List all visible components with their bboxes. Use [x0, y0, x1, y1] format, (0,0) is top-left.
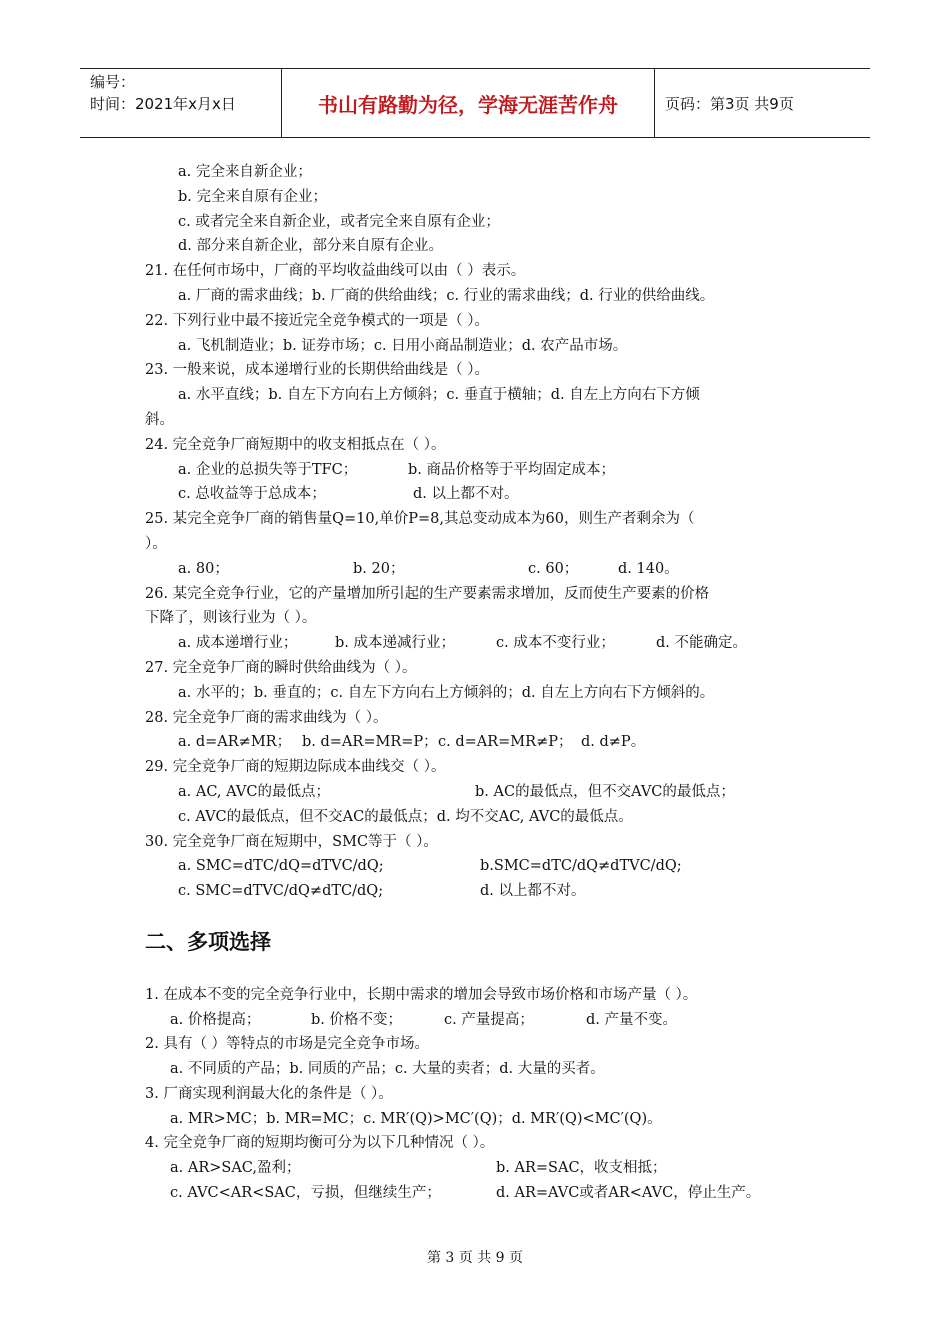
question-21: 21. 在任何市场中，厂商的平均收益曲线可以由（ ）表示。: [145, 263, 526, 280]
option-b: b. 价格不变；: [311, 1011, 402, 1028]
option-b: b.SMC=dTC/dQ≠dTVC/dQ;: [480, 858, 682, 875]
option-d: d. 140。: [618, 560, 679, 577]
option-a: a. AR>SAC,盈利；: [170, 1160, 301, 1177]
question-23-options: a. 水平直线；b. 自左下方向右上方倾斜；c. 垂直于横轴；d. 自左上方向右下方倾: [178, 387, 700, 404]
question-26-options: [145, 631, 815, 656]
option-a: a. 80；: [178, 560, 229, 577]
multi-question-1-options: [145, 1008, 815, 1033]
option-d: d. AR=AVC或者AR<AVC，停止生产。: [496, 1185, 761, 1202]
multi-question-2-options: a. 不同质的产品；b. 同质的产品；c. 大量的卖者；d. 大量的买者。: [170, 1061, 605, 1078]
option-a: a. d=AR≠MR；: [178, 734, 292, 751]
question-25: 25. 某完全竞争厂商的销售量Q=10,单价P=8,其总变动成本为60，则生产者剩余为（: [145, 511, 695, 528]
option-b: b. 20；: [353, 560, 405, 577]
option-c: c. 60；: [528, 560, 579, 577]
question-27-options: a. 水平的；b. 垂直的；c. 自左下方向右上方倾斜的；d. 自左上方向右下方倾斜的。: [178, 684, 715, 701]
multi-question-4-options-row2: [145, 1181, 815, 1206]
question-24-options-row1: [145, 458, 815, 483]
multi-question-3: 3. 厂商实现利润最大化的条件是（ ）。: [145, 1085, 393, 1102]
question-29-options-row2: c. AVC的最低点，但不交AC的最低点；d. 均不交AC, AVC的最低点。: [178, 808, 633, 825]
option-b: b. 成本递减行业；: [335, 635, 455, 652]
question-28-options: [145, 730, 815, 755]
multi-question-1: 1. 在成本不变的完全竞争行业中，长期中需求的增加会导致市场价格和市场产量（ ）。: [145, 986, 698, 1003]
question-30-options-row2: [145, 879, 815, 904]
option-c: c. SMC=dTVC/dQ≠dTC/dQ;: [178, 883, 384, 900]
option-b: b. AC的最低点，但不交AVC的最低点；: [475, 783, 735, 800]
option-d: d. 以上都不对。: [413, 486, 519, 503]
option-c: c. 产量提高；: [444, 1011, 534, 1028]
question-22-options: a. 飞机制造业；b. 证券市场；c. 日用小商品制造业；d. 农产品市场。: [178, 337, 628, 354]
question-30-options-row1: [145, 854, 815, 879]
question-29-options-row1: [145, 780, 815, 805]
header-motto: 书山有路勤为径，学海无涯苦作舟: [282, 69, 655, 137]
option-line: d. 部分来自新企业，部分来自原有企业。: [178, 238, 443, 255]
question-21-options: a. 厂商的需求曲线；b. 厂商的供给曲线；c. 行业的需求曲线；d. 行业的供给曲线。: [178, 287, 715, 304]
option-a: a. AC, AVC的最低点；: [178, 783, 330, 800]
header-page-label: 页码：第3页 共9页: [665, 94, 794, 113]
question-28: 28. 完全竞争厂商的需求曲线为（ ）。: [145, 709, 388, 726]
option-b: b. AR=SAC，收支相抵；: [496, 1160, 667, 1177]
question-25-options: [145, 557, 815, 582]
question-26: 26. 某完全竞争行业，它的产量增加所引起的生产要素需求增加，反而使生产要素的价格: [145, 585, 710, 602]
option-a: a. SMC=dTC/dQ=dTVC/dQ;: [178, 858, 384, 875]
multi-question-4: 4. 完全竞争厂商的短期均衡可分为以下几种情况（ ）。: [145, 1135, 495, 1152]
header-number-label: 编号：: [90, 73, 136, 91]
question-30: 30. 完全竞争厂商在短期中，SMC等于（ ）。: [145, 833, 438, 850]
question-26-cont: 下降了，则该行业为（ ）。: [145, 610, 317, 627]
page-header: [80, 68, 870, 138]
option-c: c. AVC<AR<SAC，亏损，但继续生产；: [170, 1185, 441, 1202]
option-d: d. 以上都不对。: [480, 883, 586, 900]
question-27: 27. 完全竞争厂商的瞬时供给曲线为（ ）。: [145, 659, 417, 676]
question-22: 22. 下列行业中最不接近完全竞争模式的一项是（ ）。: [145, 312, 490, 329]
option-a: a. 价格提高；: [170, 1011, 261, 1028]
option-d: d. d≠P。: [581, 734, 646, 751]
option-d: d. 产量不变。: [586, 1011, 677, 1028]
multi-question-4-options-row1: [145, 1156, 815, 1181]
question-23-options-cont: 斜。: [145, 411, 174, 428]
question-25-cont: ）。: [145, 535, 167, 552]
header-time-label: 时间：2021年x月x日: [90, 95, 236, 113]
question-23: 23. 一般来说，成本递增行业的长期供给曲线是（ ）。: [145, 362, 490, 379]
option-a: a. 企业的总损失等于TFC；: [178, 461, 358, 478]
multi-question-2: 2. 具有（ ）等特点的市场是完全竞争市场。: [145, 1036, 430, 1053]
option-d: d. 不能确定。: [656, 635, 747, 652]
option-line: c. 或者完全来自新企业，或者完全来自原有企业；: [178, 213, 500, 230]
header-left-cell: [80, 69, 282, 137]
question-24-options-row2: [145, 482, 815, 507]
option-b: b. d=AR=MR=P；: [302, 734, 438, 751]
question-24: 24. 完全竞争厂商短期中的收支相抵点在（ ）。: [145, 436, 446, 453]
page-footer: 第 3 页 共 9 页: [426, 1250, 524, 1266]
option-line: b. 完全来自原有企业；: [178, 188, 327, 205]
document-body: [145, 160, 815, 1206]
option-c: c. d=AR=MR≠P；: [438, 734, 573, 751]
multi-question-3-options: a. MR>MC；b. MR=MC；c. MR′(Q)>MC′(Q)；d. MR′(Q)<MC′(Q)。: [170, 1110, 662, 1127]
option-c: c. 总收益等于总成本；: [178, 486, 326, 503]
option-a: a. 成本递增行业；: [178, 635, 298, 652]
option-c: c. 成本不变行业；: [496, 635, 615, 652]
section-title: 二、多项选择: [145, 929, 271, 954]
option-line: a. 完全来自新企业；: [178, 164, 312, 180]
question-29: 29. 完全竞争厂商的短期边际成本曲线交（ ）。: [145, 759, 446, 776]
option-b: b. 商品价格等于平均固定成本；: [408, 461, 615, 478]
